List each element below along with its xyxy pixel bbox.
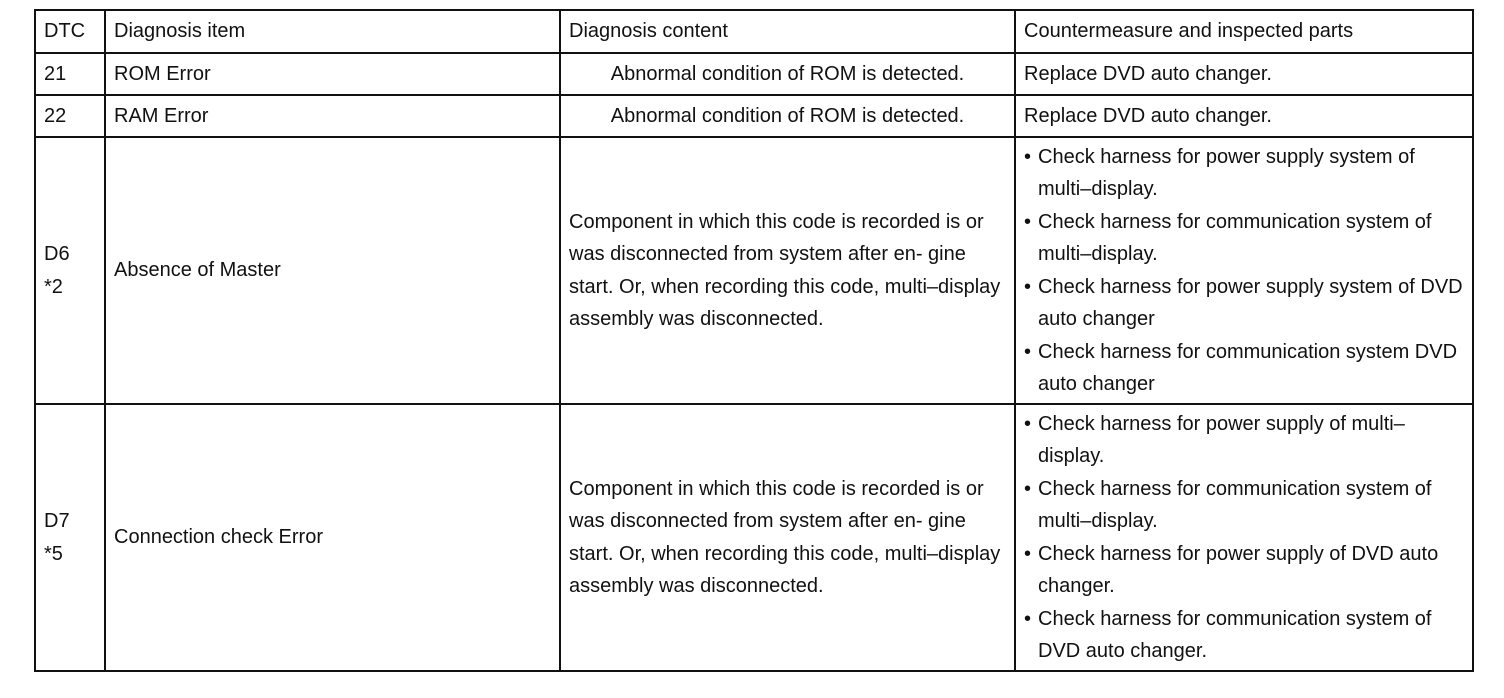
countermeasure-list	[1024, 408, 1464, 668]
countermeasure	[1015, 95, 1473, 137]
dtc-code	[35, 404, 105, 671]
countermeasure-item: • Check harness for power supply of DVD auto changer.	[1024, 538, 1464, 603]
diagnosis-item: ROM Error	[105, 53, 560, 95]
countermeasure-item: • Check harness for power supply system of multi–display.	[1024, 141, 1464, 206]
countermeasure-list	[1024, 141, 1464, 401]
countermeasure-item: • Check harness for power supply system of DVD auto changer	[1024, 271, 1464, 336]
countermeasure-item: • Check harness for communication system of multi–display.	[1024, 206, 1464, 271]
table-row	[35, 53, 1473, 95]
diagnosis-content: Component in which this code is recorded is or was disconnected from system after en- gine start. Or, when recording this code, multi–display assembly was disconnected.	[560, 404, 1015, 671]
dtc-code-value: D7	[44, 510, 70, 532]
countermeasure	[1015, 53, 1473, 95]
countermeasure-text: Replace DVD auto changer.	[1024, 62, 1272, 85]
table-row	[35, 95, 1473, 137]
diagnosis-content: Component in which this code is recorded is or was disconnected from system after en- gine start. Or, when recording this code, multi–display assembly was disconnected.	[560, 137, 1015, 404]
dtc-footnote: *5	[44, 542, 63, 565]
table-row	[35, 404, 1473, 671]
diagnosis-item: Absence of Master	[105, 137, 560, 404]
diagnosis-content: Abnormal condition of ROM is detected.	[560, 53, 1015, 95]
header-diagnosis-content: Diagnosis content	[560, 10, 1015, 53]
table-row	[35, 137, 1473, 404]
dtc-code-value: D6	[44, 243, 70, 265]
countermeasure	[1015, 404, 1473, 671]
dtc-code	[35, 137, 105, 404]
diagnosis-item: RAM Error	[105, 95, 560, 137]
countermeasure-item: • Check harness for communication system DVD auto changer	[1024, 336, 1464, 401]
dtc-footnote: *2	[44, 275, 63, 298]
countermeasure	[1015, 137, 1473, 404]
countermeasure-item: • Check harness for communication system of multi–display.	[1024, 473, 1464, 538]
dtc-table	[34, 9, 1474, 672]
countermeasure-text: Replace DVD auto changer.	[1024, 104, 1272, 127]
header-dtc: DTC	[35, 10, 105, 53]
diagnosis-item: Connection check Error	[105, 404, 560, 671]
header-diagnosis-item: Diagnosis item	[105, 10, 560, 53]
dtc-code: 21	[35, 53, 105, 95]
countermeasure-item: • Check harness for power supply of multi– display.	[1024, 408, 1464, 473]
countermeasure-item: • Check harness for communication system of DVD auto changer.	[1024, 603, 1464, 668]
table-header-row	[35, 10, 1473, 53]
header-countermeasure: Countermeasure and inspected parts	[1015, 10, 1473, 53]
diagnosis-content: Abnormal condition of ROM is detected.	[560, 95, 1015, 137]
dtc-code: 22	[35, 95, 105, 137]
